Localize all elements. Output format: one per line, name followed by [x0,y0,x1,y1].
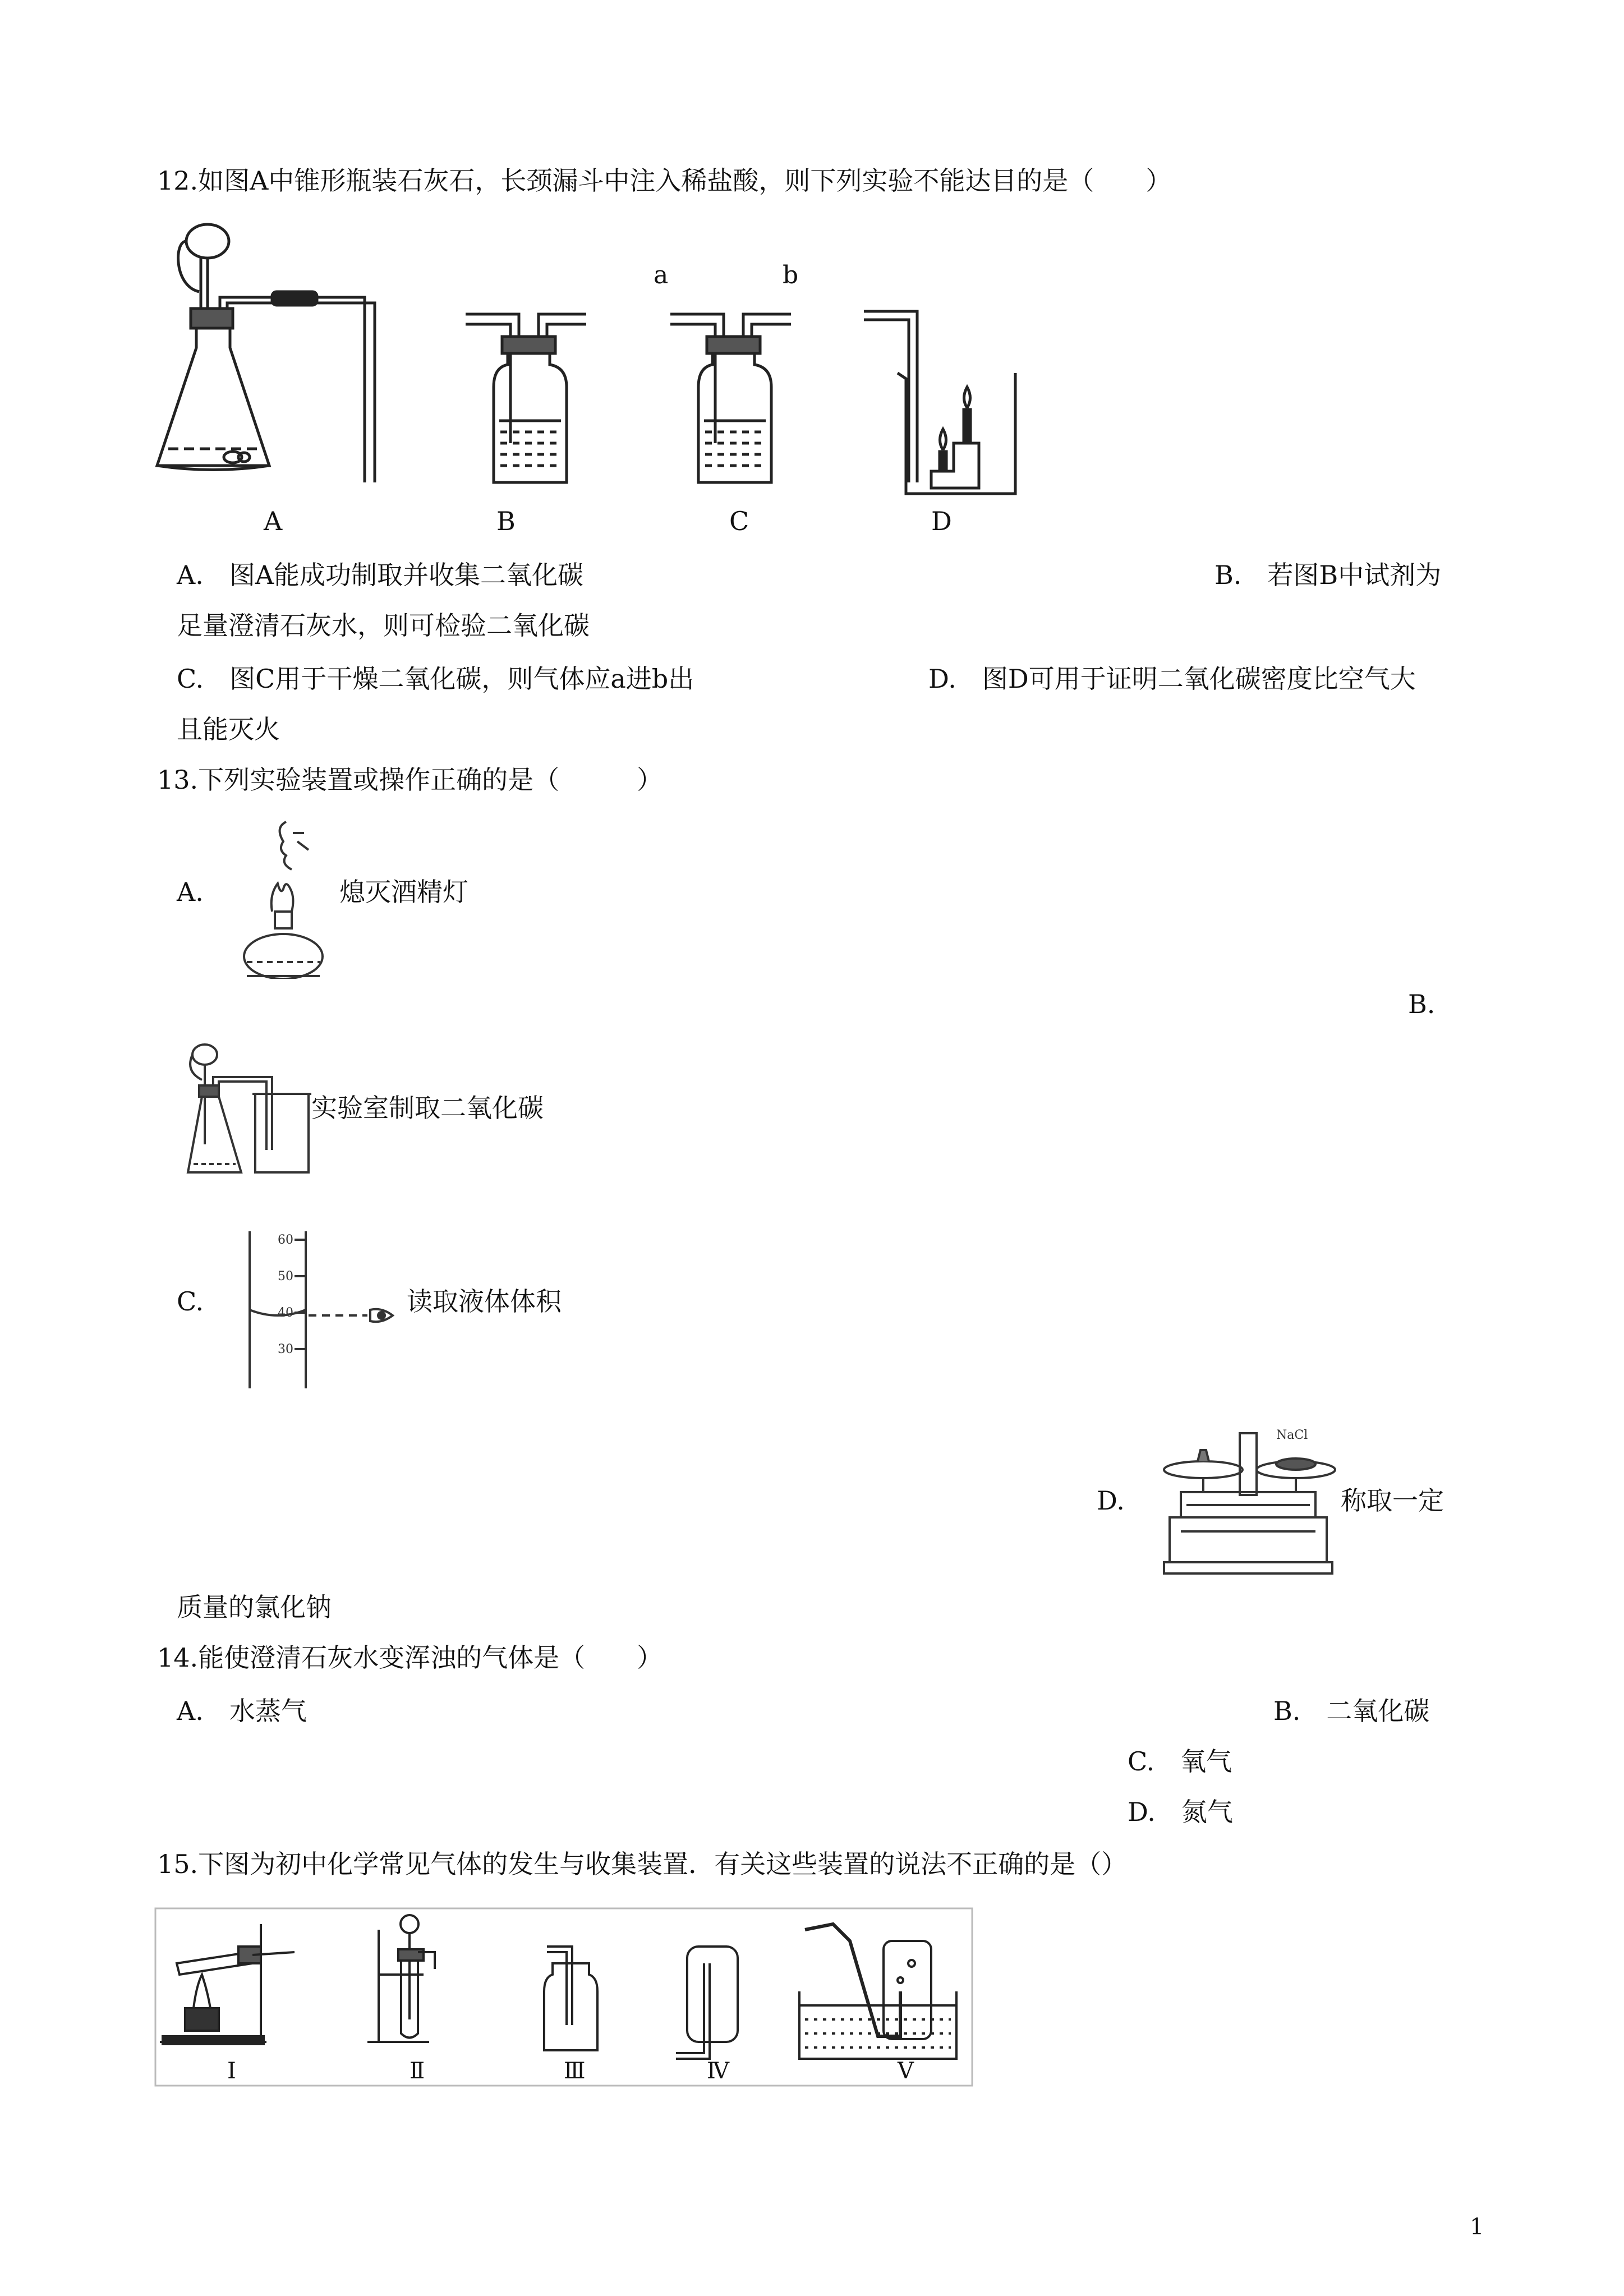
erlenmeyer-flask-icon [157,224,375,482]
q12-stem: 12.如图A中锥形瓶装石灰石，长颈漏斗中注入稀盐酸，则下列实验不能达目的是（ ） [157,165,1172,196]
q15-fig-label-5: Ⅴ [898,2058,914,2084]
co2-generation-apparatus-icon [182,1038,317,1184]
q12-tube-label-a: a [654,261,669,289]
nacl-label: NaCl [1276,1428,1308,1442]
gas-washing-bottle-c-icon [670,314,791,482]
q15-stem: 15.下图为初中化学常见气体的发生与收集装置．有关这些装置的说法不正确的是（） [157,1849,1128,1879]
q13-option-a-letter: A. [177,877,204,907]
cylinder-tick-30: 30 [278,1342,293,1356]
q13-option-a-text: 熄灭酒精灯 [339,877,468,907]
q13-option-b-text: 实验室制取二氧化碳 [311,1093,544,1123]
gas-washing-bottle-b-icon [466,314,586,482]
q13-option-c-letter: C. [177,1286,204,1317]
q12-option-a: A. 图A能成功制取并收集二氧化碳 [177,560,584,590]
test-tube-funnel-icon [367,1915,435,2042]
q14-option-a: A. 水蒸气 [177,1696,307,1726]
gas-bottle-iv-icon [676,1947,738,2059]
q15-fig-label-4: Ⅳ [707,2058,729,2084]
q12-fig-label-a: A [264,506,283,536]
q12-option-d: D. 图D可用于证明二氧化碳密度比空气大 [928,664,1416,694]
balance-scale-icon [1158,1416,1338,1579]
q12-tube-label-b: b [783,261,799,289]
q12-option-b-cont: 足量澄清石灰水，则可检验二氧化碳 [177,610,590,641]
q14-option-d: D. 氮气 [1128,1797,1233,1827]
heating-test-tube-icon [160,1924,295,2044]
q13-option-c-text: 读取液体体积 [407,1286,562,1317]
page-number: 1 [1470,2214,1484,2240]
q12-figure [151,219,1049,544]
gas-bottle-iii-icon [544,1947,597,2050]
q14-option-c: C. 氧气 [1128,1746,1232,1777]
graduated-cylinder-icon [238,1226,407,1394]
q12-option-c: C. 图C用于干燥二氧化碳，则气体应a进b出 [177,664,694,694]
q13-option-d-letter: D. [1097,1485,1125,1516]
cylinder-tick-40: 40 [278,1306,293,1320]
q12-fig-label-d: D [931,506,952,536]
beaker-candles-icon [864,311,1015,494]
cylinder-tick-50: 50 [278,1269,293,1283]
water-trough-icon [799,1924,956,2059]
cylinder-tick-60: 60 [278,1233,293,1247]
q13-option-d-cont: 质量的氯化钠 [177,1592,332,1622]
q13-option-d-text: 称取一定 [1341,1485,1444,1516]
q15-fig-label-2: Ⅱ [410,2058,425,2084]
q12-fig-label-b: B [496,506,516,536]
q12-fig-label-c: C [729,506,749,536]
q14-stem: 14.能使澄清石灰水变浑浊的气体是（ ） [157,1642,663,1673]
q12-option-d-cont: 且能灭火 [177,714,280,744]
q15-fig-label-3: Ⅲ [564,2058,586,2084]
q14-option-b: B. 二氧化碳 [1273,1696,1430,1726]
alcohol-lamp-blowing-icon [230,816,342,979]
q12-option-b: B. 若图B中试剂为 [1214,560,1442,590]
q15-fig-label-1: Ⅰ [227,2058,236,2084]
q13-option-b-letter: B. [1408,989,1436,1019]
q13-stem: 13.下列实验装置或操作正确的是（ ） [157,765,663,795]
q15-apparatus-figure [154,1907,973,2087]
